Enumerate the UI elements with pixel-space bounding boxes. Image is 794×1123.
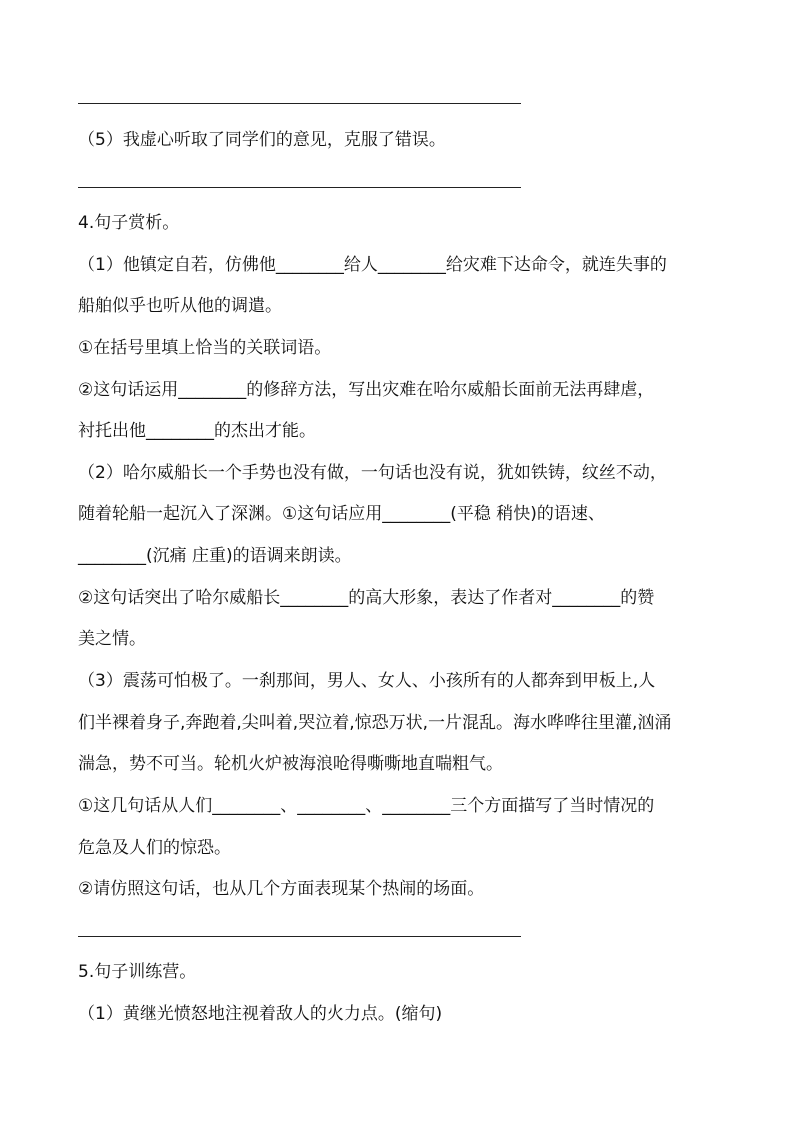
question-4-1-line-1: （1）他镇定自若，仿佛他________给人________给灾难下达命令，就连失事的 — [78, 255, 667, 275]
answer-line — [78, 103, 521, 104]
question-4-1-sub-2-line-2: 衬托出他________的杰出才能。 — [78, 421, 316, 441]
question-4-3-sub-1-line-1: ①这几句话从人们________、________、________三个方面描写了当时情况的 — [78, 796, 655, 816]
question-4-2-line-2: 随着轮船一起沉入了深渊。①这句话应用________(平稳 稍快)的语速、 — [78, 504, 605, 524]
question-4-1-sub-1: ①在括号里填上恰当的关联词语。 — [78, 338, 332, 358]
question-4-3-sub-1-line-2: 危急及人们的惊恐。 — [78, 838, 231, 858]
question-4-3-line-2: 们半裸着身子,奔跑着,尖叫着,哭泣着,惊恐万状,一片混乱。海水哗哗往里灌,汹涌 — [78, 713, 672, 733]
question-4-2-line-3: ________(沉痛 庄重)的语调来朗读。 — [78, 546, 352, 566]
answer-line — [78, 936, 521, 937]
question-4-2-sub-2-line-2: 美之情。 — [78, 629, 146, 649]
question-4-3-sub-2: ②请仿照这句话，也从几个方面表现某个热闹的场面。 — [78, 879, 485, 899]
section-5-title: 5.句子训练营。 — [78, 962, 197, 982]
question-4-1-line-2: 船舶似乎也听从他的调遣。 — [78, 296, 282, 316]
answer-line — [78, 187, 521, 188]
section-4-title: 4.句子赏析。 — [78, 213, 180, 233]
question-5-1: （1）黄继光愤怒地注视着敌人的火力点。(缩句) — [78, 1004, 443, 1024]
question-4-3-line-1: （3）震荡可怕极了。一刹那间，男人、女人、小孩所有的人都奔到甲板上,人 — [78, 671, 656, 691]
question-4-1-sub-2-line-1: ②这句话运用________的修辞方法，写出灾难在哈尔威船长面前无法再肆虐， — [78, 380, 655, 400]
question-3-5: （5）我虚心听取了同学们的意见，克服了错误。 — [78, 130, 446, 150]
question-4-3-line-3: 湍急，势不可当。轮机火炉被海浪呛得嘶嘶地直喘粗气。 — [78, 754, 503, 774]
question-4-2-sub-2-line-1: ②这句话突出了哈尔威船长________的高大形象，表达了作者对________的赞 — [78, 588, 655, 608]
question-4-2-line-1: （2）哈尔威船长一个手势也没有做，一句话也没有说，犹如铁铸，纹丝不动， — [78, 463, 667, 483]
